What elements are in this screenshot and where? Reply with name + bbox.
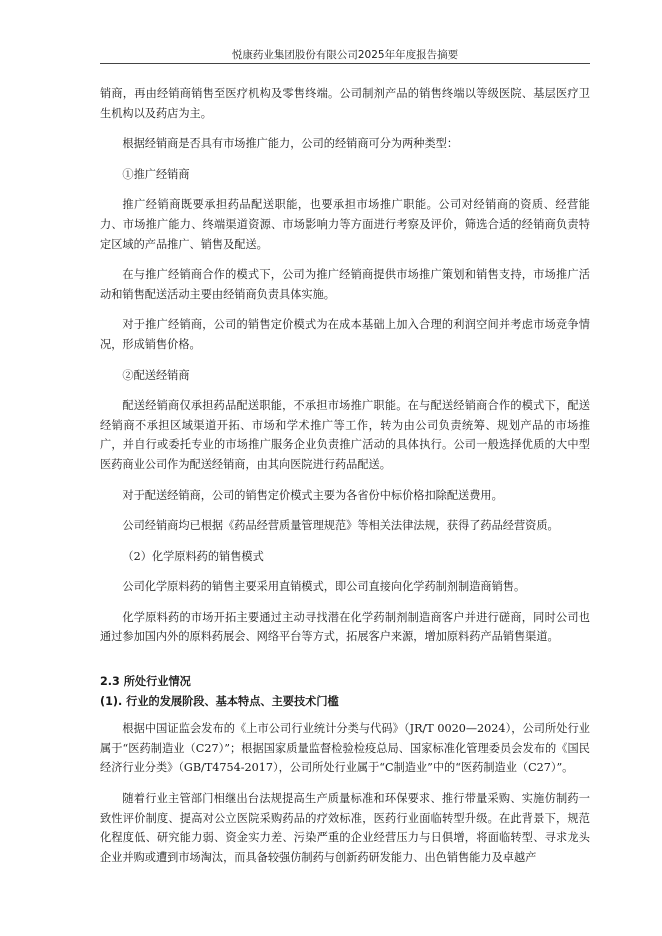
paragraph: 根据经销商是否具有市场推广能力，公司的经销商可分为两种类型： xyxy=(122,137,459,151)
paragraph: 配送经销商仅承担药品配送职能，不承担市场推广职能。在与配送经销商合作的模式下，配送经销商不承担区域渠道开拓、市场和学术推广等工作，转为由公司负责统筹、规划产品的市场推广，并自行或委托专业的市场推广服务企业负责推广活动的具体执行。公司一般选择优质的大中型医药商业公司作为配送经销商，由其向医院进行药品配送。 xyxy=(100,399,590,471)
list-heading: ①推广经销商 xyxy=(122,167,190,181)
list-heading: ②配送经销商 xyxy=(122,368,190,382)
paragraph: 对于推广经销商，公司的销售定价模式为在成本基础上加入合理的利润空间并考虑市场竞争情况，形成销售价格。 xyxy=(100,318,590,351)
subsection-title: (1). 行业的发展阶段、基本特点、主要技术门槛 xyxy=(100,694,339,708)
paragraph: 根据中国证监会发布的《上市公司行业统计分类与代码》（JR/T 0020—2024），公司所处行业属于“医药制造业（C27）”；根据国家质量监督检验检疫总局、国家标准化管理委员会发布的《国民经济行业分类》（GB/T4754-2017），公司所处行业属于“C制造业”中的“医药制造业（C27）”。 xyxy=(100,722,590,775)
page-header: 悦康药业集团股份有限公司2025年年度报告摘要 xyxy=(231,49,459,61)
subsection-heading: （2）化学原料药的销售模式 xyxy=(122,549,264,563)
paragraph: 推广经销商既要承担药品配送职能，也要承担市场推广职能。公司对经销商的资质、经营能力、市场推广能力、终端渠道资源、市场影响力等方面进行考察及评价，筛选合适的经销商负责特定区域的产品推广、销售及配送。 xyxy=(100,198,590,251)
paragraph: 销商，再由经销商销售至医疗机构及零售终端。公司制剂产品的销售终端以等级医院、基层医疗卫生机构以及药店为主。 xyxy=(100,87,590,120)
paragraph: 随着行业主管部门相继出台法规提高生产质量标准和环保要求、推行带量采购、实施仿制药一致性评价制度、提高对公立医院采购药品的疗效标准，医药行业面临转型升级。在此背景下，规范化程度低、研究能力弱、资金实力差、污染严重的企业经营压力与日俱增，将面临转型、寻求龙头企业并购或遭到市场淘汰，而具备较强仿制药与创新药研发能力、出色销售能力及卓越产 xyxy=(100,792,590,864)
paragraph: 公司经销商均已根据《药品经营质量管理规范》等相关法律法规，获得了药品经营资质。 xyxy=(122,519,559,533)
section-title: 2.3 所处行业情况 xyxy=(100,675,191,689)
paragraph: 在与推广经销商合作的模式下，公司为推广经销商提供市场推广策划和销售支持，市场推广活动和销售配送活动主要由经销商负责具体实施。 xyxy=(100,268,590,301)
paragraph: 对于配送经销商，公司的销售定价模式主要为各省份中标价格扣除配送费用。 xyxy=(122,488,503,502)
paragraph: 化学原料药的市场开拓主要通过主动寻找潜在化学药制剂制造商客户并进行磋商，同时公司也通过参加国内外的原料药展会、网络平台等方式，拓展客户来源，增加原料药产品销售渠道。 xyxy=(100,610,590,644)
spacer xyxy=(100,658,590,672)
paragraph: 公司化学原料药的销售主要采用直销模式，即公司直接向化学药制剂制造商销售。 xyxy=(122,580,526,594)
header-divider xyxy=(100,63,590,64)
document-body xyxy=(100,84,590,878)
